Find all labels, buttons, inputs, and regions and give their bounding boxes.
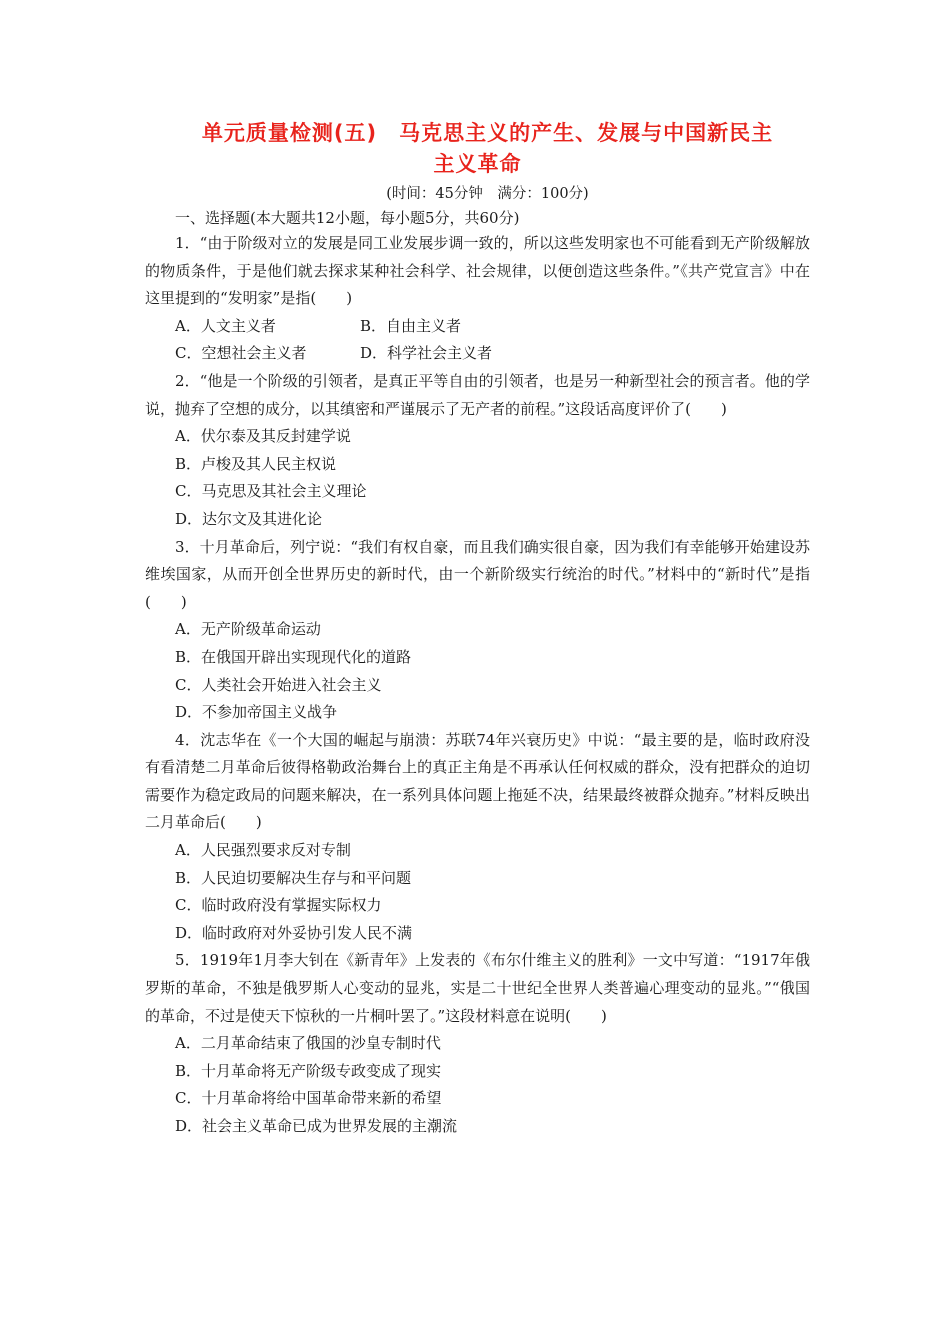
option-a: A．无产阶级革命运动	[175, 620, 321, 639]
section-heading: 一、选择题(本大题共12小题，每小题5分，共60分)	[175, 209, 520, 227]
page-title	[145, 118, 810, 180]
question-stem: 2．“他是一个阶级的引领者，是真正平等自由的引领者，也是另一种新型社会的预言者。他的学说，抛弃了空想的成分，以其缜密和严谨展示了无产者的前程。”这段话高度评价了( )	[145, 371, 810, 418]
option-d: D．达尔文及其进化论	[175, 509, 323, 528]
option-b: B．自由主义者	[360, 316, 462, 335]
option-c: C．马克思及其社会主义理论	[175, 482, 367, 501]
question-stem: 1．“由于阶级对立的发展是同工业发展步调一致的，所以这些发明家也不可能看到无产阶级解放的物质条件，于是他们就去探求某种社会科学、社会规律，以便创造这些条件。”《共产党宣言》中在这里提到的“发明家”是指( )	[145, 234, 810, 308]
question-4	[145, 727, 810, 948]
option-c: C．临时政府没有掌握实际权力	[175, 896, 382, 915]
exam-page	[145, 118, 810, 1141]
option-d: D．社会主义革命已成为世界发展的主潮流	[175, 1117, 458, 1135]
option-row	[145, 313, 810, 341]
option-c: C．十月革命将给中国革命带来新的希望	[175, 1089, 442, 1108]
question-1	[145, 230, 810, 368]
option-c: C．人类社会开始进入社会主义	[175, 675, 382, 694]
question-stem: 4．沈志华在《一个大国的崛起与崩溃：苏联74年兴衰历史》中说：“最主要的是，临时政府没有看清楚二月革命后彼得格勒政治舞台上的真正主角是不再承认任何权威的群众，没有把群众的迫切需要作为稳定政局的问题来解决，在一系列具体问题上拖延不决，结果最终被群众抛弃。”材料反映出二月革命后( )	[145, 730, 810, 832]
option-d: D．临时政府对外妥协引发人民不满	[175, 923, 413, 942]
option-a: A．人文主义者	[175, 316, 276, 335]
option-a: A．二月革命结束了俄国的沙皇专制时代	[175, 1034, 441, 1053]
question-2	[145, 368, 810, 534]
option-b: B．卢梭及其人民主权说	[175, 454, 337, 473]
option-row	[145, 340, 810, 368]
option-c: C．空想社会主义者	[175, 344, 307, 363]
question-stem: 3．十月革命后，列宁说：“我们有权自豪，而且我们确实很自豪，因为我们有幸能够开始建设苏维埃国家，从而开创全世界历史的新时代，由一个新阶级实行统治的时代。”材料中的“新时代”是指( )	[145, 537, 810, 611]
title-line-1: 单元质量检测(五) 马克思主义的产生、发展与中国新民主	[201, 121, 774, 145]
title-line-2: 主义革命	[433, 152, 522, 176]
option-b: B．十月革命将无产阶级专政变成了现实	[175, 1061, 442, 1080]
option-d: D．不参加帝国主义战争	[175, 703, 338, 722]
question-stem: 5．1919年1月李大钊在《新青年》上发表的《布尔什维主义的胜利》一文中写道：“1917年俄罗斯的革命，不独是俄罗斯人心变动的显兆，实是二十世纪全世界人类普遍心理变动的显兆。”“俄国的革命，不过是使天下惊秋的一片桐叶罢了。”这段材料意在说明( )	[145, 951, 810, 1025]
option-d: D．科学社会主义者	[360, 344, 493, 363]
exam-info: (时间：45分钟 满分：100分)	[386, 186, 589, 202]
option-b: B．人民迫切要解决生存与和平问题	[175, 868, 412, 887]
question-3	[145, 534, 810, 727]
option-a: A．伏尔泰及其反封建学说	[175, 427, 351, 446]
option-b: B．在俄国开辟出实现现代化的道路	[175, 647, 412, 666]
option-a: A．人民强烈要求反对专制	[175, 841, 351, 860]
question-5	[145, 947, 810, 1140]
